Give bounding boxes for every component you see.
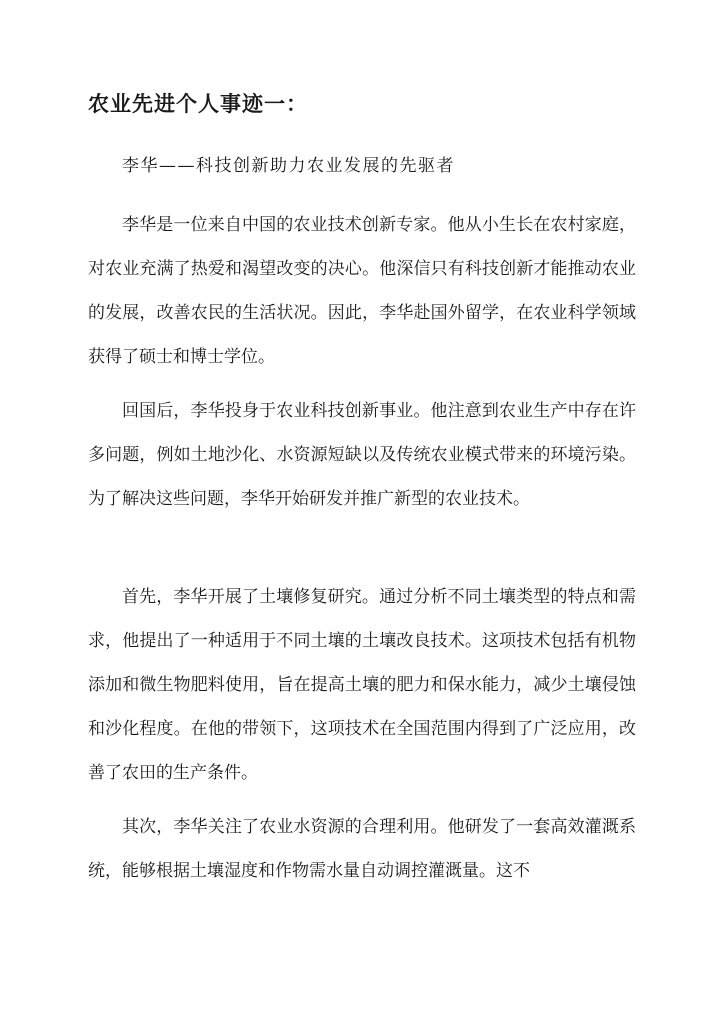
paragraph-4: 其次，李华关注了农业水资源的合理利用。他研发了一套高效灌溉系统，能够根据土壤湿度和作物需水量自动调控灌溉量。这不 — [88, 817, 636, 881]
paragraph-1: 李华是一位来自中国的农业技术创新专家。他从小生长在农村家庭，对农业充满了热爱和渴望改变的决心。他深信只有科技创新才能推动农业的发展，改善农民的生活状况。因此，李华赴国外留学，在农业科学领域获得了硕士和博士学位。 — [88, 215, 636, 367]
document-title: 农业先进个人事迹一： — [88, 91, 308, 116]
paragraph-2: 回国后，李华投身于农业科技创新事业。他注意到农业生产中存在许多问题，例如土地沙化、水资源短缺以及传统农业模式带来的环境污染。为了解决这些问题，李华开始研发并推广新型的农业技术。 — [88, 401, 636, 509]
document-subtitle: 李华——科技创新助力农业发展的先驱者 — [122, 156, 455, 176]
paragraph-3: 首先，李华开展了土壤修复研究。通过分析不同土壤类型的特点和需求，他提出了一种适用于不同土壤的土壤改良技术。这项技术包括有机物添加和微生物肥料使用，旨在提高土壤的肥力和保水能力，减少土壤侵蚀和沙化程度。在他的带领下，这项技术在全国范围内得到了广泛应用，改善了农田的生产条件。 — [88, 587, 636, 783]
